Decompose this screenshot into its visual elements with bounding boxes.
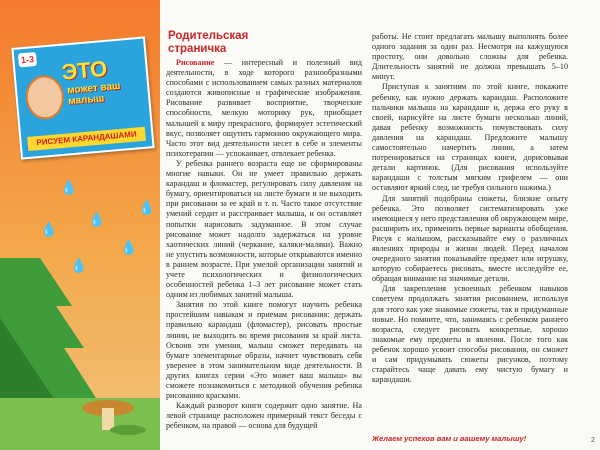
section-title: Родительская страничка: [168, 30, 249, 55]
text-column-right: [372, 32, 568, 385]
closing-wish: Желаем успехов вам и вашему малышу!: [372, 434, 527, 443]
paragraph: У ребенка раннего возраста еще не сформированы многие навыки. Он не умеет правильно держать карандаш и фломастер, регулировать силу давления на бумагу, ориентироваться на листе бумаги и не выходить при рисовании за ее край и т. п. Часто такое отсутствие умений сердит и расстраивает малыша, и он оставляет попытки нарисовать задуманное. В этом случае рисование может надолго задержаться на уровне хаотических линий (черкание, каляки-маляки). Важно не упустить возможности, которые открываются именно в раннем возрасте. При умелой организации занятий и учете психологических и физиологических особенностей ребенка 1–3 лет рисование может стать одним из любимых занятий малыша.: [166, 158, 362, 300]
paragraph: Рисование — интересный и полезный вид деятельности, в ходе которого разнообразными способами с использованием самых разных материалов создаются живописные и графические изображения. Рисование развивает восприятие, творческие способности, мелкую моторику рук, приобщает малышей к миру прекрасного, формирует эстетический вкус, позволяет ощутить гармонию окружающего мира. Часто этот вид деятельности несет в себе и элементы психотерапии — успокаивает, отвлекает ребенка.: [166, 58, 362, 158]
raindrop-icon: 💧: [70, 258, 88, 274]
fir-tree-illustration: [0, 258, 160, 450]
page-number: 2: [591, 437, 595, 444]
paragraph: работы. Не стоит предлагать малышу выполнять более одного задания за один раз. Несмотря на кажущуюся простоту, они довольно сложны для ребенка. Длительность занятий не должна превышать 5–10 минут.: [372, 32, 568, 82]
age-badge: 1-3: [18, 52, 37, 68]
raindrop-icon: 💧: [40, 222, 58, 238]
paragraph: Для занятий подобраны сюжеты, близкие опыту ребенка. Это позволяет систематизировать уже имеющиеся у него представления об окружающем мире, расширить их, применить первые варианты обобщения. Рисуя с малышом, рассказывайте ему о различных явлениях природы и жизни людей. Перед началом очередного занятия показывайте предмет или игрушку, которую собираетесь рисовать, вместе исследуйте ее, обращая внимание на значимые детали.: [372, 193, 568, 284]
raindrop-icon: 💧: [88, 212, 106, 228]
raindrop-icon: 💧: [60, 180, 78, 196]
cover-title-line2: может ваш малыш: [66, 80, 121, 108]
raindrop-icon: 💧: [138, 200, 156, 216]
paragraph: Приступая к занятиям по этой книге, покажите ребенку, как нужно держать карандаш. Расположите пальчики малыша на карандаше и, держа его руку в своей, нарисуйте на листе бумаги несколько линий, давая ребенку возможность почувствовать силу давления на карандаш. Предложите малышу самостоятельно начертить линии, а затем потренироваться на страницах книги, дорисовывая детали картинок. (Для рисования используйте карандаши с толстым мягким грифелем — они оставляют яркий след, не требуя сильного нажима.): [372, 82, 568, 193]
paragraph: Для закрепления усвоенных ребенком навыков советуем продолжать занятия рисованием, используя для этого как уже знакомые сюжеты, так и придуманные новые. Но помните, что, занимаясь с ребенком раннего возраста, следует рисовать конкретные, хорошо знакомые ему предметы и явления. После того как ребенок хорошо усвоит способы рисования, он сможет и сам придумывать сюжеты рисунков, поэтому старайтесь чаще давать ему чистую бумагу и карандаши.: [372, 284, 568, 385]
text-column-left: [166, 58, 362, 431]
child-illustration: [24, 74, 66, 121]
cover-title: ЭТО: [60, 55, 109, 85]
paragraph: Каждый разворот книги содержит одно занятие. На левой странице расположен примерный текст беседы с ребенком, на правой — основа для будущей: [166, 401, 362, 431]
paragraph: Занятия по этой книге помогут научить ребенка простейшим навыкам и приемам рисования: держать правильно карандаш (фломастер), рисовать простые линии, не выходить во время рисования за край листа. Освоив эти умения, малыш сможет передавать на бумаге элементарные образы, начнет чувствовать себя уверенее в этом занимательном виде деятельности. В других книгах серии «Это может ваш малыш» вы сможете познакомиться с методикой обучения ребенка рисованию красками.: [166, 300, 362, 401]
raindrop-icon: 💧: [120, 240, 138, 256]
book-cover-image: [11, 36, 154, 159]
cover-subtitle: РИСУЕМ КАРАНДАШАМИ: [27, 127, 146, 151]
